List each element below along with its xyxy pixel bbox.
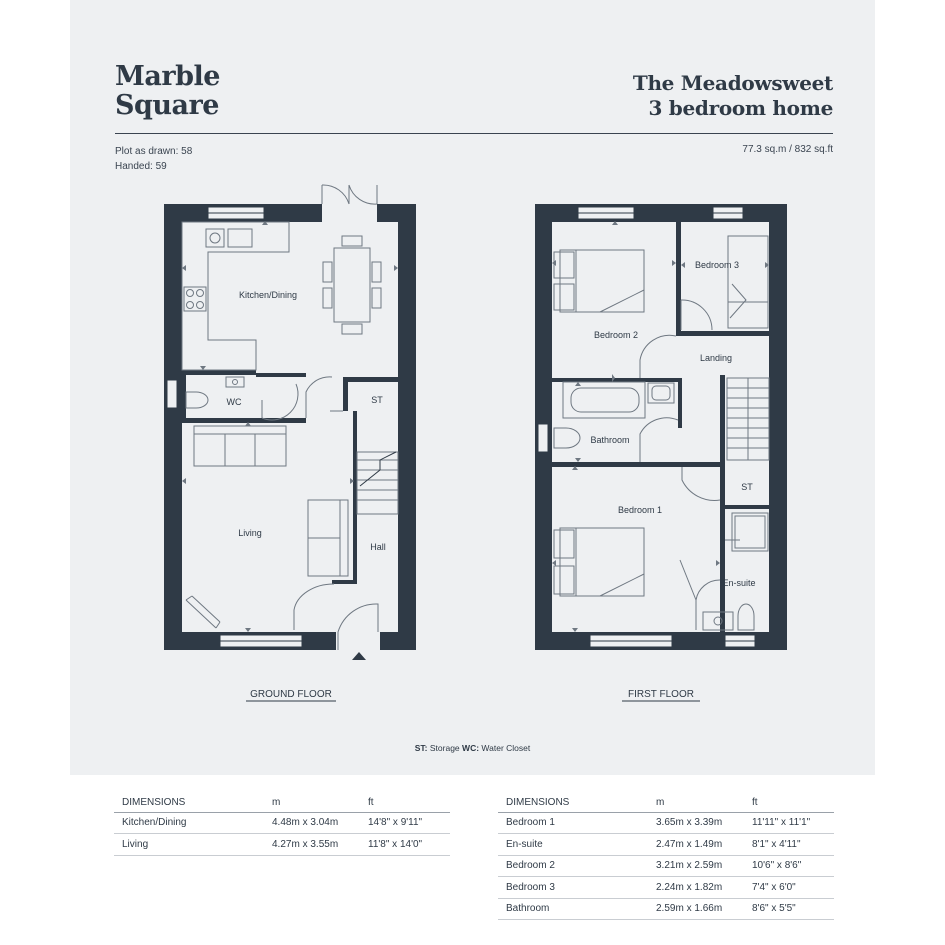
entrance-arrow xyxy=(352,652,366,660)
legend-st-abbr: ST: xyxy=(414,743,428,753)
room-feet: 8'1" x 4'11" xyxy=(744,834,834,856)
bedroom1-furniture xyxy=(554,528,644,596)
room-metres: 2.59m x 1.66m xyxy=(648,898,744,920)
room-metres: 4.27m x 3.55m xyxy=(264,834,360,856)
room-name: Living xyxy=(114,834,264,856)
brand-line-1: Marble xyxy=(115,61,220,92)
bedroom2-furniture xyxy=(554,250,644,312)
brand-line-2: Square xyxy=(115,90,219,121)
ground-dimensions-table xyxy=(114,793,450,856)
home-type: 3 bedroom home xyxy=(648,96,833,120)
header-feet: ft xyxy=(744,793,834,812)
ground-floor-label: GROUND FLOOR xyxy=(250,689,332,700)
header-dimensions: DIMENSIONS xyxy=(498,793,648,812)
room-label: Living xyxy=(238,528,262,538)
first-floor-plan xyxy=(535,204,787,701)
ground-windows xyxy=(167,207,302,647)
room-metres: 3.21m x 2.59m xyxy=(648,855,744,877)
room-name: Kitchen/Dining xyxy=(114,812,264,834)
table-row xyxy=(498,877,834,899)
room-label: En-suite xyxy=(722,578,756,588)
bedroom3-furniture xyxy=(728,236,768,328)
header-metres: m xyxy=(264,793,360,812)
ground-stairs xyxy=(357,452,398,514)
room-label: Landing xyxy=(699,353,733,363)
first-dimensions-table xyxy=(498,793,834,920)
ensuite-fixtures xyxy=(703,513,768,630)
room-label: ST xyxy=(371,395,383,405)
room-feet: 7'4" x 6'0" xyxy=(744,877,834,899)
room-name: Bedroom 3 xyxy=(498,877,648,899)
room-label: ST xyxy=(741,482,753,492)
room-name: En-suite xyxy=(498,834,648,856)
room-feet: 14'8" x 9'11" xyxy=(360,812,450,834)
home-name: The Meadowsweet xyxy=(632,71,833,95)
legend-wc-text: Water Closet xyxy=(481,743,531,753)
room-name: Bedroom 1 xyxy=(498,812,648,834)
header-feet: ft xyxy=(360,793,450,812)
abbreviation-legend xyxy=(0,743,945,753)
table-row xyxy=(498,834,834,856)
room-feet: 11'8" x 14'0" xyxy=(360,834,450,856)
room-label: Kitchen/Dining xyxy=(238,290,298,300)
handed-text: Handed: 59 xyxy=(115,161,167,172)
floor-area: 77.3 sq.m / 832 sq.ft xyxy=(742,144,833,155)
table-row xyxy=(114,834,450,856)
room-metres: 3.65m x 3.39m xyxy=(648,812,744,834)
room-metres: 2.24m x 1.82m xyxy=(648,877,744,899)
living-furniture xyxy=(186,426,348,628)
room-metres: 2.47m x 1.49m xyxy=(648,834,744,856)
dining-table xyxy=(323,236,381,334)
french-doors xyxy=(322,185,377,204)
header-metres: m xyxy=(648,793,744,812)
ground-doors xyxy=(262,377,378,650)
plot-text: Plot as drawn: 58 xyxy=(115,146,193,157)
ground-walls xyxy=(164,204,416,650)
table-row xyxy=(498,812,834,834)
room-label: Bedroom 2 xyxy=(593,330,639,340)
first-stairs xyxy=(727,378,769,460)
table-row xyxy=(498,855,834,877)
legend-st-text: Storage xyxy=(429,743,460,753)
table-row xyxy=(114,812,450,834)
table-header-row xyxy=(498,793,834,812)
room-label: Hall xyxy=(370,542,386,552)
table-row xyxy=(498,898,834,920)
room-metres: 4.48m x 3.04m xyxy=(264,812,360,834)
room-feet: 10'6" x 8'6" xyxy=(744,855,834,877)
room-feet: 8'6" x 5'5" xyxy=(744,898,834,920)
first-room-labels xyxy=(590,260,755,588)
room-name: Bedroom 2 xyxy=(498,855,648,877)
legend-wc-abbr: WC: xyxy=(462,743,480,753)
first-floor-label: FIRST FLOOR xyxy=(628,689,694,700)
table-header-row xyxy=(114,793,450,812)
header-dimensions: DIMENSIONS xyxy=(114,793,264,812)
room-label: Bedroom 1 xyxy=(617,505,663,515)
room-feet: 11'11" x 11'1" xyxy=(744,812,834,834)
first-dimension-marks xyxy=(552,221,769,632)
room-label: Bedroom 3 xyxy=(694,260,740,270)
room-label: Bathroom xyxy=(590,435,630,445)
room-name: Bathroom xyxy=(498,898,648,920)
ground-floor-plan xyxy=(164,185,416,701)
room-label: WC xyxy=(226,397,242,407)
